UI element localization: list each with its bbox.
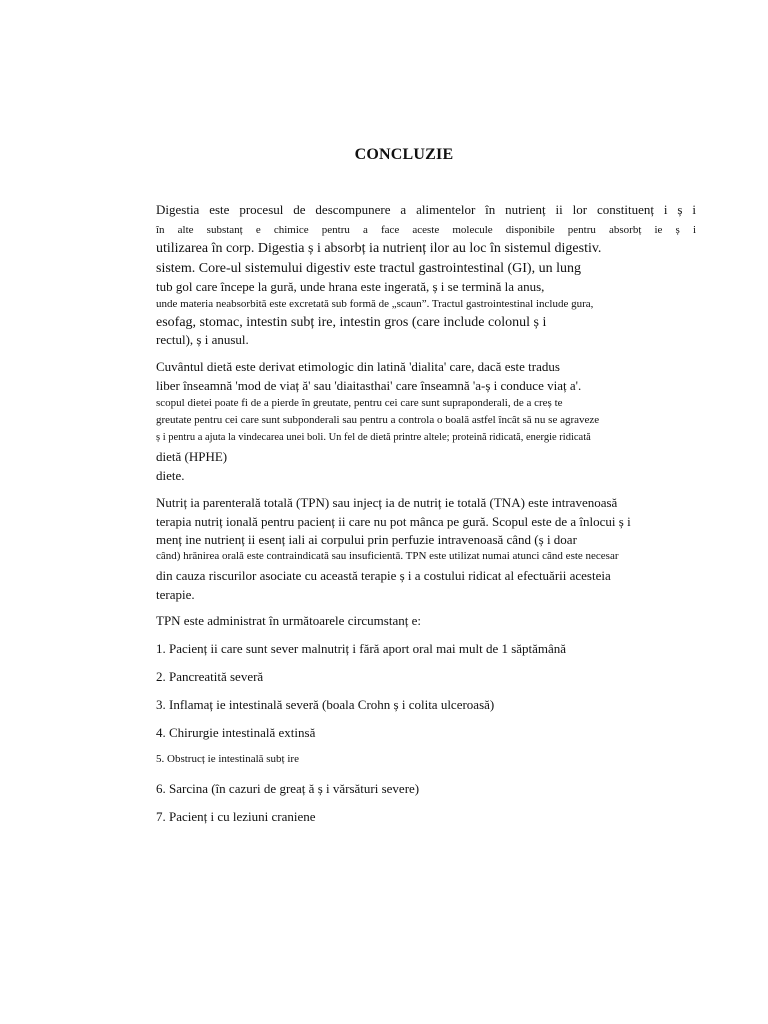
paragraph-line: unde materia neabsorbită este excretată sub formă de „scaun”. Tractul gastrointestinal include gura, bbox=[156, 298, 594, 310]
list-item: 4. Chirurgie intestinală extinsă bbox=[156, 725, 316, 740]
paragraph-line: terapie. bbox=[156, 587, 195, 602]
paragraph-line: sistem. Core-ul sistemului digestiv este tractul gastrointestinal (GI), un lung bbox=[156, 261, 581, 276]
paragraph-line: când) hrănirea orală este contraindicată sau insuficientă. TPN este utilizat numai atunci când este necesar bbox=[156, 550, 619, 562]
page-title: CONCLUZIE bbox=[354, 146, 454, 163]
paragraph-line: liber înseamnă 'mod de viaț ă' sau 'diaitasthai' care înseamnă 'a-ș i conduce viaț a'. bbox=[156, 378, 582, 393]
paragraph-line: scopul dietei poate fi de a pierde în greutate, pentru cei care sunt supraponderali, de a creș te bbox=[156, 397, 563, 409]
list-item: 3. Inflamaț ie intestinală severă (boala Crohn ș i colita ulceroasă) bbox=[156, 697, 495, 712]
paragraph-line: în alte substanț e chimice pentru a face aceste molecule disponibile pentru absorbț ie ș i bbox=[156, 224, 696, 236]
paragraph-line: Digestia este procesul de descompunere a alimentelor în nutrienț ii lor constituenț i ș i bbox=[156, 202, 696, 217]
list-item: 1. Pacienț ii care sunt sever malnutriț i fără aport oral mai mult de 1 săptămână bbox=[156, 641, 567, 656]
list-item: 6. Sarcina (în cazuri de greaț ă ș i vărsături severe) bbox=[156, 781, 420, 796]
list-item: 2. Pancreatită severă bbox=[156, 669, 264, 684]
paragraph-line: terapia nutriț ională pentru pacienț ii care nu pot mânca pe gură. Scopul este de a înlocui ș i bbox=[156, 514, 631, 529]
paragraph-line: menț ine nutrienț ii esenț iali ai corpului prin perfuzie intravenoasă când (ș i doar bbox=[156, 532, 577, 547]
paragraph-line: tub gol care începe la gură, unde hrana este ingerată, ș i se termină la anus, bbox=[156, 279, 545, 294]
paragraph-line: dietă (HPHE) bbox=[156, 449, 228, 464]
paragraph-line: Cuvântul dietă este derivat etimologic din latină 'dialita' care, dacă este tradus bbox=[156, 359, 560, 374]
paragraph-line: Nutriț ia parenterală totală (TPN) sau injecț ia de nutriț ie totală (TNA) este intravenoasă bbox=[156, 495, 618, 510]
paragraph-line: rectul), ș i anusul. bbox=[156, 332, 249, 347]
paragraph-line: utilizarea în corp. Digestia ș i absorbț ia nutrienț ilor au loc în sistemul digestiv. bbox=[156, 241, 602, 256]
list-item: 7. Pacienț i cu leziuni craniene bbox=[156, 809, 316, 824]
paragraph-line: greutate pentru cei care sunt subponderali sau pentru a controla o boală astfel încât să nu se agraveze bbox=[156, 414, 600, 426]
paragraph-line: esofag, stomac, intestin subț ire, intestin gros (care include colonul ș i bbox=[156, 315, 547, 330]
paragraph-line: din cauza riscurilor asociate cu această terapie ș i a costului ridicat al efectuării acesteia bbox=[156, 568, 611, 583]
paragraph-line: TPN este administrat în următoarele circumstanț e: bbox=[156, 613, 421, 628]
paragraph-line: ș i pentru a ajuta la vindecarea unei boli. Un fel de dietă printre altele; proteină ridicată, energie ridicată bbox=[156, 432, 591, 443]
list-item: 5. Obstrucț ie intestinală subț ire bbox=[156, 753, 299, 765]
paragraph-line: diete. bbox=[156, 468, 185, 483]
